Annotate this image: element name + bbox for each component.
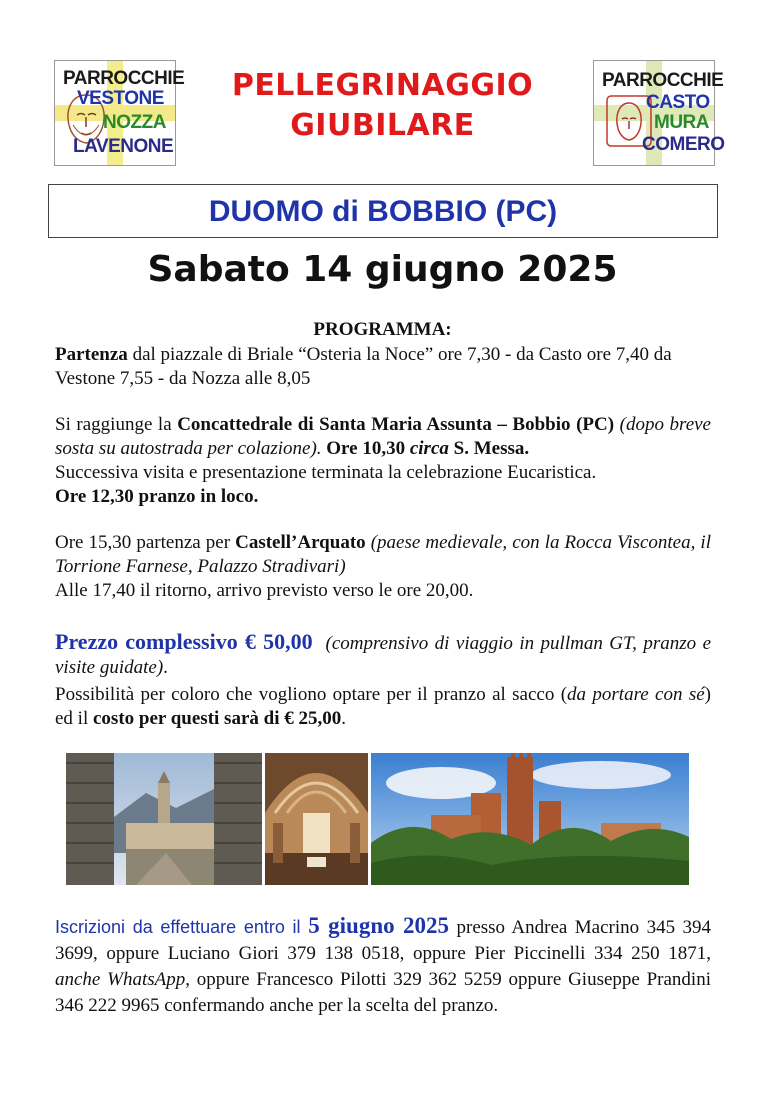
contacts-text-2: , oppure Francesco Pilotti 329 362 5259 oppure Giuseppe Prandini 346 222 9965 confermando anche per la scelta del pranzo. xyxy=(55,969,711,1016)
logo-left-line4: LAVENONE xyxy=(73,136,174,157)
afternoon-line-1 xyxy=(55,531,711,579)
title-line-1: PELLEGRINAGGIO xyxy=(231,68,534,103)
text-run: Ore 10,30 xyxy=(321,438,410,459)
cathedral-name: Concattedrale di Santa Maria Assunta – Bobbio (PC) xyxy=(177,414,615,435)
morning-paragraph xyxy=(55,413,711,509)
registration-deadline: 5 giugno 2025 xyxy=(308,913,450,938)
program-heading: PROGRAMMA: xyxy=(313,319,452,340)
logo-left-line1: PARROCCHIE xyxy=(63,68,185,89)
departure-label: Partenza xyxy=(55,344,128,365)
logo-left-line2: VESTONE xyxy=(77,88,164,109)
text-run: . xyxy=(163,657,168,678)
morning-line-1 xyxy=(55,413,711,461)
pilgrimage-title xyxy=(190,66,575,146)
text-run: (dopo breve sosta su autostrada per colazione). xyxy=(55,414,711,459)
text-run: S. Messa. xyxy=(448,438,530,459)
packed-lunch-paragraph xyxy=(55,683,711,731)
return-line: Alle 17,40 il ritorno, arrivo previsto verso le ore 20,00. xyxy=(55,580,474,601)
parish-logo-right xyxy=(593,60,725,166)
price-paragraph xyxy=(55,630,711,680)
text-run: (paese medievale, con la Rocca Viscontea, il Torrione Farnese, Palazzo Stradivari) xyxy=(55,532,711,577)
cathedral-interior-photo xyxy=(265,753,368,885)
destination-title: DUOMO di BOBBIO (PC) xyxy=(208,195,558,228)
logo-right-line1: PARROCCHIE xyxy=(602,70,724,91)
registration-label: Iscrizioni xyxy=(55,917,126,937)
registration-paragraph xyxy=(55,913,711,1019)
packed-lunch-price: costo per questi sarà di € 25,00 xyxy=(93,708,342,729)
event-date: Sabato 14 giugno 2025 xyxy=(147,249,618,290)
price-note: (comprensivo di viaggio in pullman GT, pranzo e visite guidate) xyxy=(55,633,712,678)
text-run: Possibilità per coloro che vogliono optare per il pranzo al sacco ( xyxy=(55,684,568,705)
lunch-line: Ore 12,30 pranzo in loco. xyxy=(55,486,259,507)
text-run: circa xyxy=(409,438,449,459)
text-run: Si raggiunge la xyxy=(55,414,178,435)
departure-text: dal piazzale di Briale “Osteria la Noce” ore 7,30 - da Casto ore 7,40 da Vestone 7,55 - da Nozza alle 8,05 xyxy=(55,344,672,389)
title-line-2: GIUBILARE xyxy=(290,108,475,143)
cathedral-interior-image xyxy=(265,753,368,885)
whatsapp-note: anche WhatsApp xyxy=(55,969,186,990)
morning-line-2: Successiva visita e presentazione terminata la celebrazione Eucaristica. xyxy=(55,462,597,483)
destination-box xyxy=(48,184,718,238)
text-run: Ore 15,30 partenza per xyxy=(55,532,236,553)
afternoon-paragraph xyxy=(55,531,711,603)
castell-arquato-photo xyxy=(371,753,689,885)
departure-paragraph xyxy=(55,343,711,391)
text-run: . xyxy=(341,708,346,729)
text-run: ) ed il xyxy=(55,684,711,729)
castell-arquato-image xyxy=(371,753,689,885)
text-run: da portare con sé xyxy=(567,684,705,705)
logo-right-line4: COMERO xyxy=(642,134,725,155)
price-label: Prezzo complessivo € 50,00 xyxy=(55,629,313,654)
bobbio-photo xyxy=(66,753,262,885)
bobbio-town-image xyxy=(66,753,262,885)
castell-arquato-name: Castell’Arquato xyxy=(235,532,366,553)
contacts-text: presso Andrea Macrino 345 394 3699, oppure Luciano Giori 379 138 0518, oppure Pier Piccinelli 334 250 1871, xyxy=(55,917,712,964)
parish-logo-left xyxy=(54,60,185,166)
text-run: da effettuare entro il xyxy=(125,917,309,937)
logo-right-line2: CASTO xyxy=(646,92,710,113)
logo-right-line3: MURA xyxy=(654,112,709,133)
logo-left-line3: NOZZA xyxy=(103,112,166,133)
